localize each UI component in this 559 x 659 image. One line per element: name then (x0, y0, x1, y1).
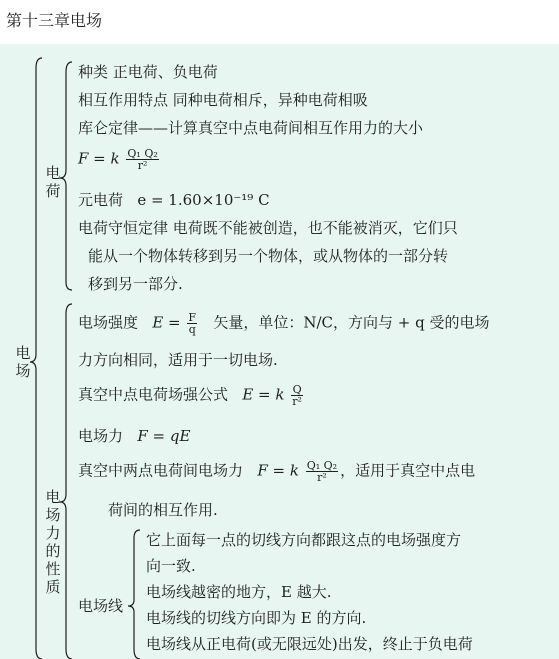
field-line-item-3: 电场线越密的地方，E 越大. (146, 583, 332, 601)
field-line-item-1: 它上面每一点的切线方向都跟这点的电场强度方 (146, 531, 462, 549)
mind-map-panel (0, 44, 559, 659)
charge-interaction: 相互作用特点 同种电荷相斥，异种电荷相吸 (78, 91, 368, 109)
coulomb-law: 库仑定律——计算真空中点电荷间相互作用力的大小 (78, 119, 424, 137)
point-charge-field: 真空中点电荷场强公式 E = k $\frac{Q}{\text{r²}}$ (78, 383, 302, 408)
field-intensity: 电场强度 E = $\frac{F}{q}$ 矢量，单位：N/C，方向与 + q 受的电场 (78, 311, 490, 336)
elementary-charge: 元电荷 e = 1.60×10⁻¹⁹ C (78, 191, 270, 209)
field-force: 电场力 F = qE (78, 427, 191, 445)
two-charge-force: 真空中两点电荷间电场力 F = k $\frac{\text{Q₁ Q₂}}{\text{r²}}$ ，适用于真空中点电 (78, 459, 476, 484)
field-intensity-desc-2: 力方向相同，适用于一切电场. (78, 351, 278, 369)
charge-types: 种类 正电荷、负电荷 (78, 63, 218, 81)
two-charge-desc-2: 荷间的相互作用. (108, 501, 218, 519)
field-line-item-2: 向一致. (146, 557, 196, 575)
conservation-line-3: 移到另一部分. (88, 275, 183, 293)
charge-label: 电荷 (45, 164, 61, 200)
field-line-item-4: 电场线的切线方向即为 E 的方向. (146, 609, 367, 627)
conservation-line-1: 电荷守恒定律 电荷既不能被创造，也不能被消灭，它们只 (78, 219, 458, 237)
conservation-line-2: 能从一个物体转移到另一个物体，或从物体的一部分转 (88, 247, 449, 265)
field-props-label: 电场力的性质 (45, 488, 61, 596)
header (0, 0, 559, 44)
page-title: 第十三章电场 (6, 11, 103, 30)
field-line-item-5: 电场线从正电荷(或无限远处)出发，终止于负电荷 (146, 635, 473, 653)
root-label: 电场 (15, 344, 31, 380)
coulomb-formula: F = k $\frac{\text{Q₁ Q₂}}{\text{r²}}$ (78, 147, 158, 172)
field-lines-label: 电场线 (78, 597, 124, 615)
